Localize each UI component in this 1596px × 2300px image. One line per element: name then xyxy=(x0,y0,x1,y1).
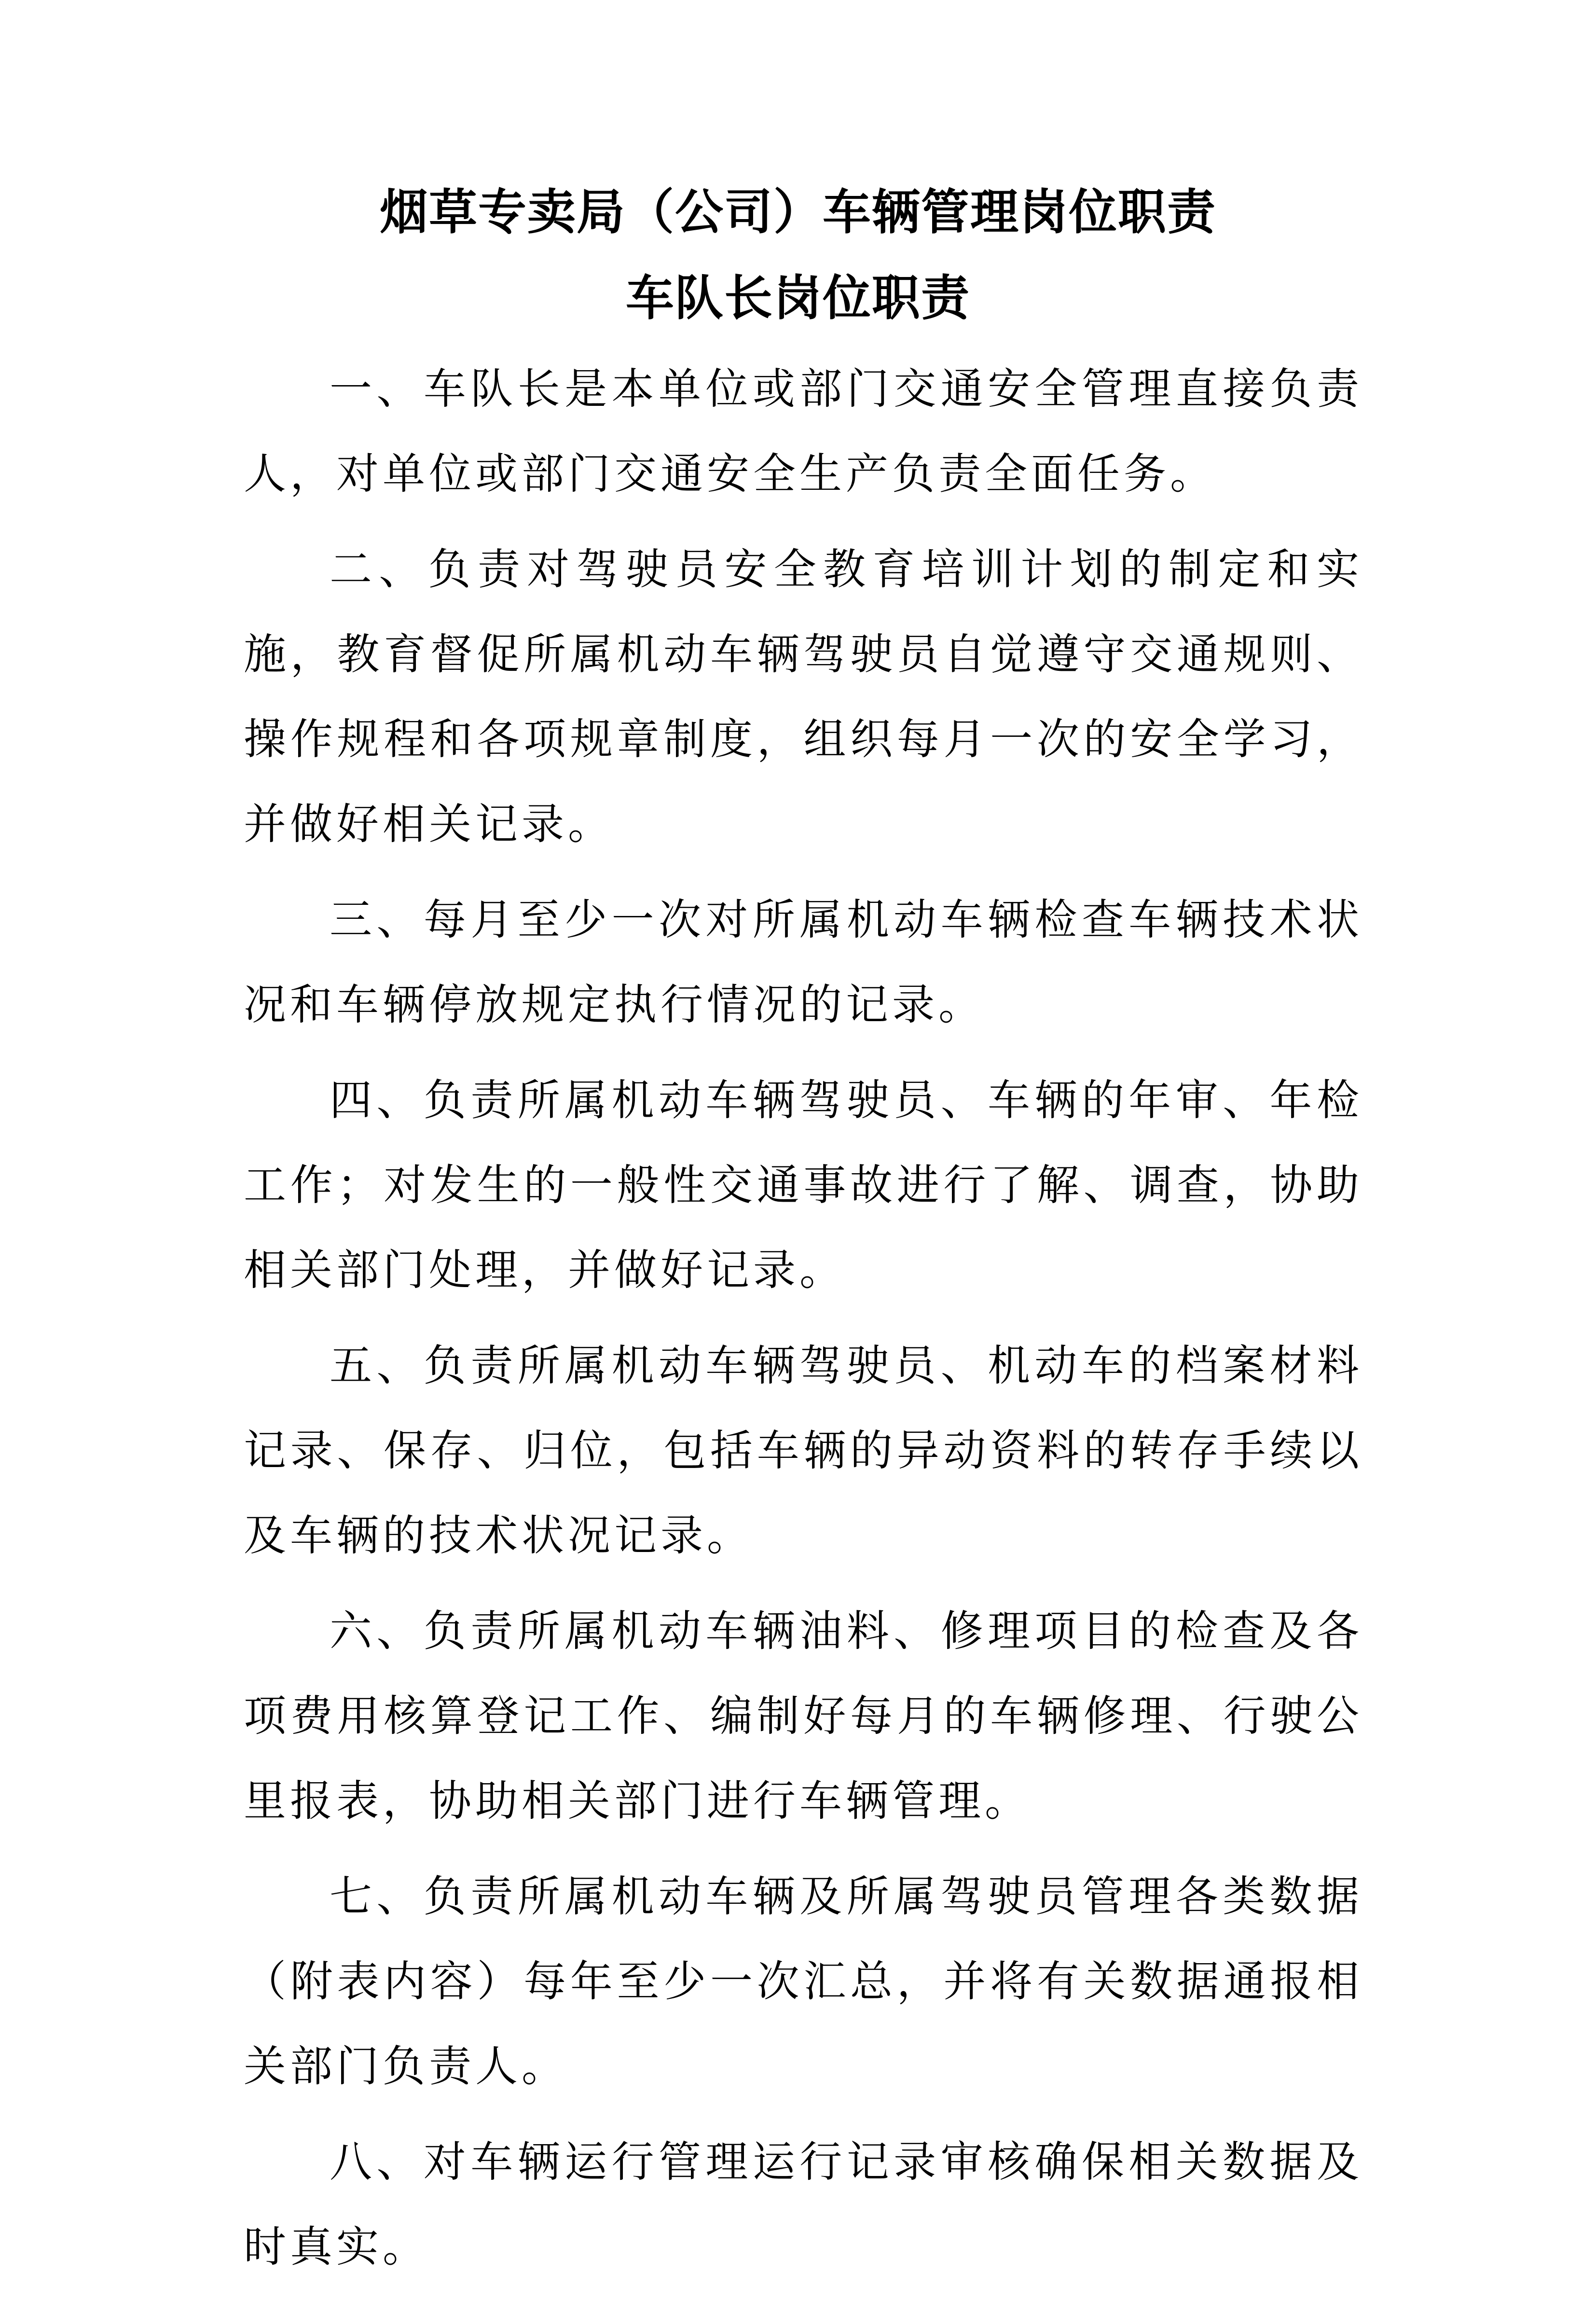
paragraph-5: 五、负责所属机动车辆驾驶员、机动车的档案材料记录、保存、归位，包括车辆的异动资料的转存手续以及车辆的技术状况记录。 xyxy=(244,1341,1363,1560)
paragraph-6: 六、负责所属机动车辆油料、修理项目的检查及各项费用核算登记工作、编制好每月的车辆修理、行驶公里报表，协助相关部门进行车辆管理。 xyxy=(244,1606,1363,1826)
paragraph-2: 二、负责对驾驶员安全教育培训计划的制定和实施，教育督促所属机动车辆驾驶员自觉遵守交通规则、操作规程和各项规章制度，组织每月一次的安全学习，并做好相关记录。 xyxy=(244,544,1363,849)
paragraph-4: 四、负责所属机动车辆驾驶员、车辆的年审、年检工作；对发生的一般性交通事故进行了解、调查，协助相关部门处理，并做好记录。 xyxy=(244,1075,1363,1295)
document-title: 烟草专卖局（公司）车辆管理岗位职责 xyxy=(380,184,1216,240)
section-title: 车队长岗位职责 xyxy=(626,270,970,326)
paragraph-1: 一、车队长是本单位或部门交通安全管理直接负责人，对单位或部门交通安全生产负责全面任务。 xyxy=(244,364,1363,499)
document-body xyxy=(244,346,1363,2300)
paragraph-7: 七、负责所属机动车辆及所属驾驶员管理各类数据（附表内容）每年至少一次汇总，并将有关数据通报相关部门负责人。 xyxy=(244,1871,1363,2091)
paragraph-3: 三、每月至少一次对所属机动车辆检查车辆技术状况和车辆停放规定执行情况的记录。 xyxy=(244,895,1363,1029)
paragraph-8: 八、对车辆运行管理运行记录审核确保相关数据及时真实。 xyxy=(244,2137,1363,2272)
